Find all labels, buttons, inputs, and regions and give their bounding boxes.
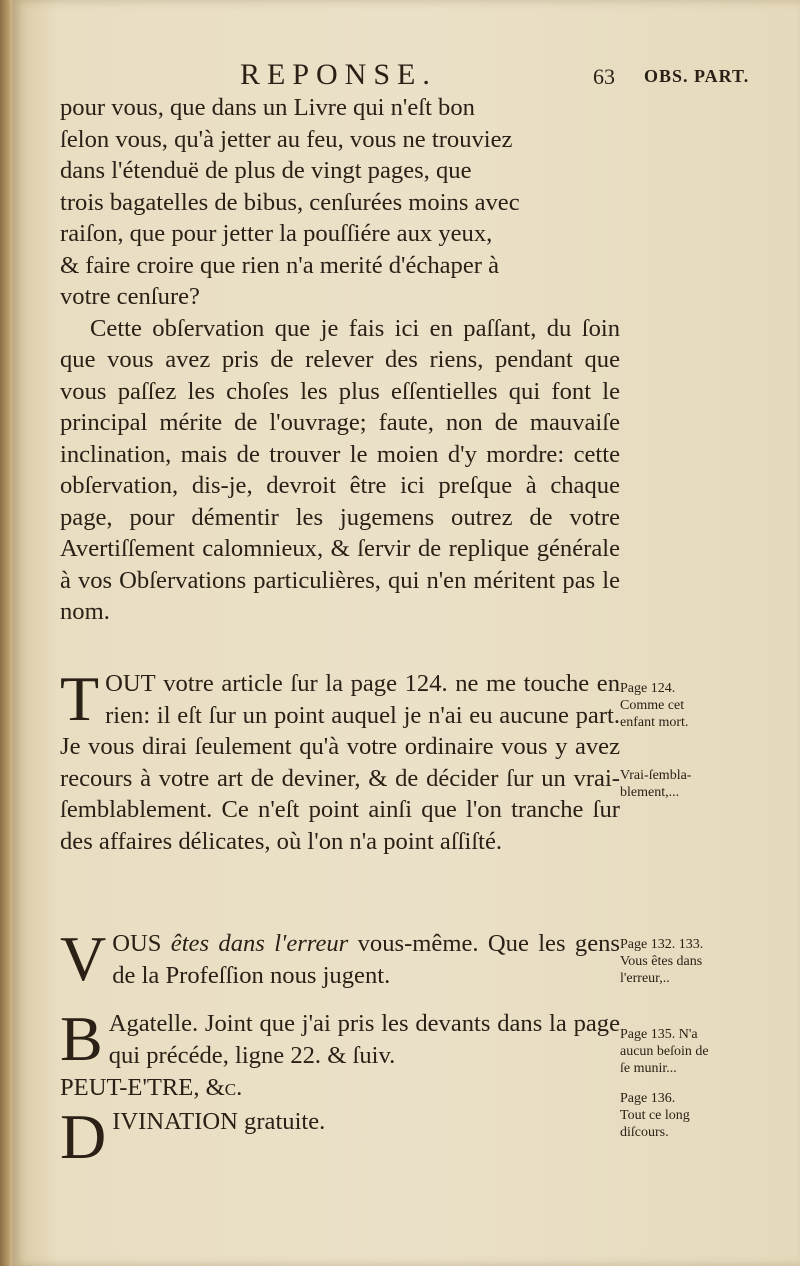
dropcap: D [60, 1101, 107, 1172]
marginal-note: Page 136. [620, 1091, 676, 1106]
dropcap: B [60, 1003, 103, 1074]
section-divination [60, 1101, 620, 1172]
italic-phrase: êtes dans l'erreur [161, 930, 349, 957]
para1-line: & faire croire que rien n'a merité d'échaper à [60, 251, 500, 279]
dropcap: V [60, 923, 107, 994]
marginal-note: Comme cet enfant mort. [620, 698, 689, 730]
lead-word: IVINATION [112, 1108, 238, 1135]
section-text: vous-même. Que les gens de la Profeſſion nous jugent. [112, 930, 620, 989]
para1-line: pour vous, que dans un Livre qui n'eſt bon [60, 94, 475, 121]
para1-line: ſelon vous, qu'à jetter au feu, vous ne trouviez [60, 125, 513, 153]
para1-line: trois bagatelles de bibus, cenſurées moins avec [60, 188, 520, 216]
para1-line: votre cenſure? [60, 283, 200, 310]
section-text: votre article ſur la page 124. ne me touche en rien: il eſt ſur un point auquel je n'ai eu aucune part. Je vous dirai ſeulement qu'à votre ordinaire vous y avez recours à votre art de deviner, & de décider ſur un vrai-ſemblablement. Ce n'eſt point ainſi que l'on tranche ſur des affaires délicates, où l'on n'a point aſſiſté. [60, 670, 620, 855]
lead-word: OUS [112, 930, 162, 957]
marginal-note-group [620, 680, 720, 801]
section-tout [60, 663, 620, 857]
section-tag: OBS. PART. [644, 66, 750, 86]
section-text: gratuite. [237, 1108, 326, 1135]
marginal-note: Vous êtes dans l'erreur,.. [620, 954, 703, 986]
marginal-note-group [620, 936, 720, 987]
page-number: 63 [593, 64, 615, 89]
section-text: Agatelle. Joint que j'ai pris les devants dans la page qui précéde, ligne 22. & ſuiv. [108, 1010, 620, 1069]
section-vous [60, 923, 620, 994]
running-title: REPONSE. [240, 58, 437, 91]
section-bagatelle [60, 1003, 620, 1074]
marginal-note: Vrai-ſembla-blement,... [620, 768, 692, 800]
section-peut-etre [60, 1072, 620, 1104]
para1-line: dans l'étenduë de plus de vingt pages, que [60, 157, 472, 184]
dropcap: T [60, 663, 100, 734]
marginal-note-group [620, 1026, 720, 1077]
para1-line: raiſon, que pour jetter la pouſſiére aux yeux, [60, 220, 493, 247]
lead-word: OUT [105, 670, 156, 697]
marginal-note: Page 124. [620, 681, 676, 696]
section-text: PEUT-E'TRE, &c. [60, 1074, 243, 1101]
continuation-paragraph [60, 92, 620, 628]
marginal-note: Page 135. N'a aucun beſoin de ſe munir... [620, 1027, 709, 1076]
marginal-note: Page 132. 133. [620, 937, 704, 952]
marginal-note: Tout ce long diſcours. [620, 1108, 690, 1140]
observation-paragraph: Cette obſervation que je fais ici en paſſant, du ſoin que vous avez pris de relever des riens, pendant que vous paſſez les choſes les plus eſſentielles qui font le principal mérite de l'ouvrage; faute, non de mauvaiſe inclination, mais de trouver le moien d'y mordre: cette obſervation, dis-je, devroit être ici preſque à chaque page, pour démentir les jugemens outrez de votre Avertiſſement calomnieux, & ſervir de replique générale à vos Obſervations particulières, qui n'en méritent pas le nom. [60, 314, 620, 625]
marginal-note-group [620, 1090, 720, 1141]
